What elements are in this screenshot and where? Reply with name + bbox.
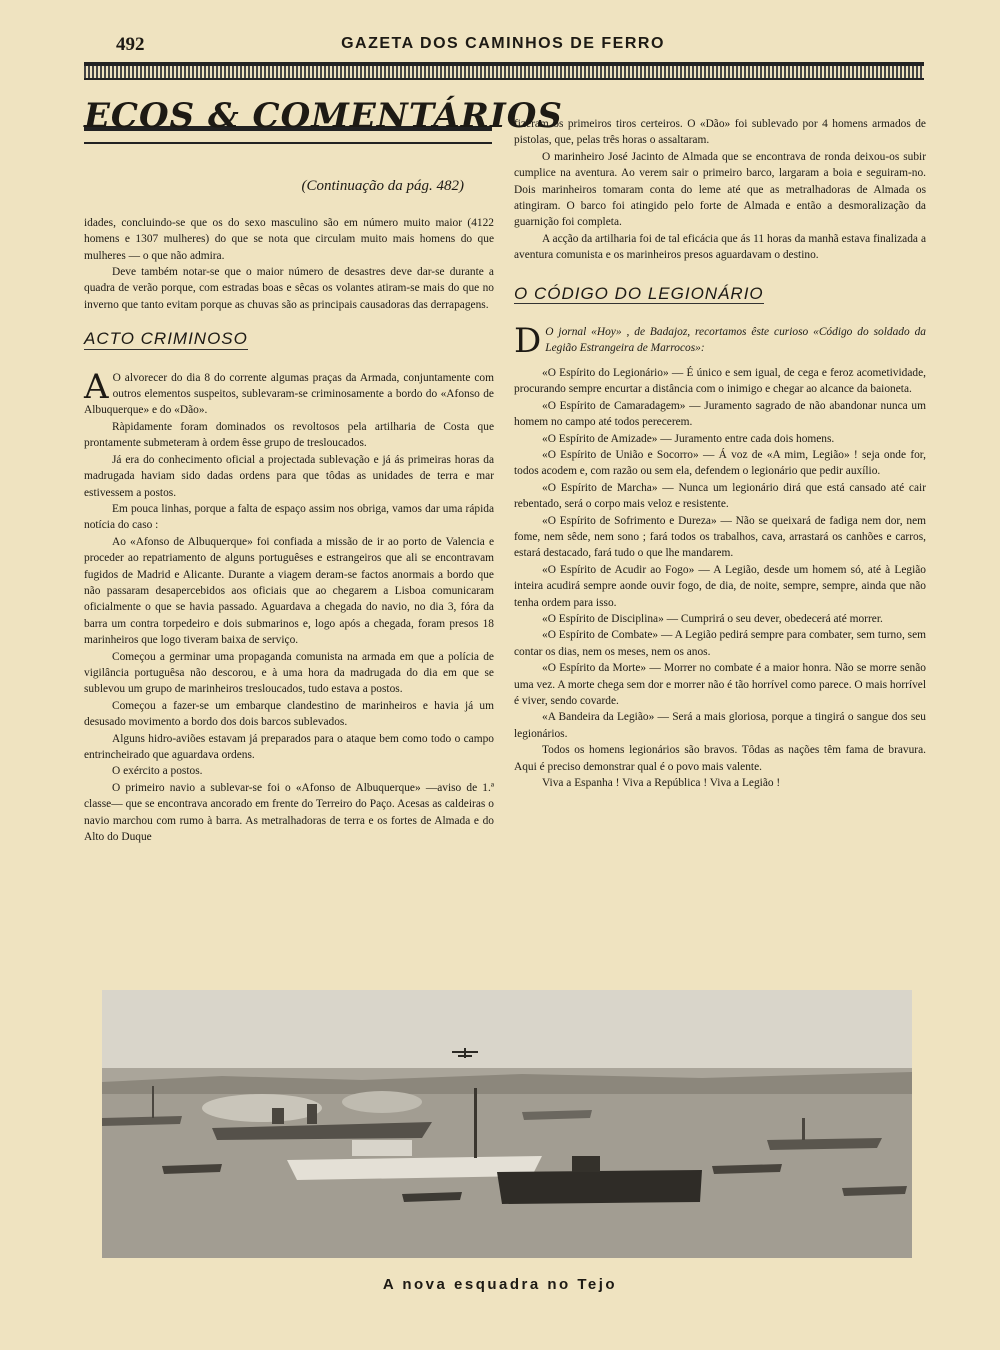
code-item: «O Espírito de União e Socorro» — Á voz de «A mim, Legião» ! seja onde for, todos acodem e, com razão ou sem ela, defendem o legionário que pedir auxílio.	[514, 448, 926, 478]
code-intro: O jornal «Hoy» , de Badajoz, recortamos êste curioso «Código do soldado da Legião Estrangeira de Marrocos»:	[545, 326, 926, 355]
article-paragraph: Deve também notar-se que o maior número de desastres deve dar-se durante a quadra de verão porque, com estradas boas e sêcas os volantes atiram-se mais do que no inverno que tanto evitam porque as chuvas são as principais causadoras das derrapagens.	[84, 266, 494, 311]
article-paragraph: Ràpidamente foram dominados os revoltosos pela artilharia de Costa que prontamente submeteram à ordem êsse grupo de tresloucados.	[84, 420, 494, 450]
right-column	[514, 116, 926, 791]
section-heading-acto-criminoso: ACTO CRIMINOSO	[84, 329, 248, 349]
fleet-photograph-illustration	[102, 990, 912, 1258]
article-paragraph: Já era do conhecimento oficial a projectada sublevação e já ás primeiras horas da madrugada haviam sido dadas ordens para que tôdas as unidades de terra e mar estivessem a postos.	[84, 453, 494, 499]
article-paragraph: fizeram os primeiros tiros certeiros. O «Dão» foi sublevado por 4 homens armados de pistolas, que, pelas três horas o assaltaram.	[514, 118, 926, 147]
code-item: «O Espírito de Disciplina» — Cumprirá o seu dever, obedecerá até morrer.	[542, 612, 883, 625]
page-number: 492	[116, 34, 145, 55]
code-item: «O Espírito de Camaradagem» — Juramento sagrado de não abandonar nunca um homem no campo até todos perecerem.	[514, 399, 926, 429]
article-paragraph: O marinheiro José Jacinto de Almada que se encontrava de ronda deixou-os subir cumplice na aventura. Ao verem sair o primeiro barco, largaram a boia e seguiram-no. Dois marinheiros tomaram conta do leme até que as metralhadoras de Almada os atingiram. O barco foi atingido pelo forte de Almada e então a desmoralização da guarnição foi completa.	[514, 150, 926, 229]
fleet-photograph	[102, 990, 912, 1258]
article-paragraph: Começou a germinar uma propaganda comunista na armada em que a polícia de vigilância portuguêsa não descorou, e à uma hora da madrugada do dia em que se sublevou um grupo de marinheiros tresloucados, tudo estava a postos.	[84, 650, 494, 696]
code-item: «O Espírito de Acudir ao Fogo» — A Legião, desde um homem só, até à Legião inteira acudirá sempre aonde ouvir fogo, de dia, de noite, sempre, sempre, ainda que não tenha ordem para isso.	[514, 563, 926, 609]
code-item: «O Espírito de Sofrimento e Dureza» — Não se queixará de fadiga nem dor, nem fome, nem sêde, nem sono ; fará todos os trabalhos, cava, arrastará os canhões e carros, estará destacado, fará tudo o que lhe mandarem.	[514, 514, 926, 560]
code-item: «O Espírito de Amizade» — Juramento entre cada dois homens.	[542, 432, 835, 445]
photo-caption: A nova esquadra no Tejo	[382, 1276, 618, 1293]
drop-cap: D	[514, 321, 542, 362]
article-paragraph: O alvorecer do dia 8 do corrente algumas praças da Armada, conjuntamente com outros elementos suspeitos, sublevaram-se criminosamente a bordo do «Afonso de Albuquerque» e do «Dão».	[84, 371, 494, 417]
article-paragraph: idades, concluindo-se que os do sexo masculino são em número muito maior (4122 homens e 1307 mulheres) do que se nota que circulam muito mais homens do que mulheres — o que não admira.	[84, 216, 494, 262]
article-paragraph: Em pouca linhas, porque a falta de espaço assim nos obriga, vamos dar uma rápida notícia do caso :	[84, 502, 494, 532]
code-item: «O Espírito do Legionário» — É único e sem igual, de cega e feroz acometividade, procurando sempre encurtar a distância com o inimigo e chegar ao alcance da baioneta.	[514, 366, 926, 396]
article-paragraph: Começou a fazer-se um embarque clandestino de marinheiros e havia já um desusado movimento a bordo dos dois barcos sublevados.	[84, 699, 494, 729]
article-paragraph: O primeiro navio a sublevar-se foi o «Afonso de Albuquerque» —aviso de 1.ª classe— que se encontrava ancorado em frente do Terreiro do Paço. Acesas as caldeiras o navio marchou com rumo à barra. As metralhadoras de terra e os fortes de Almada e do Alto do Duque	[84, 781, 494, 844]
section-heading-codigo-legionario: O CÓDIGO DO LEGIONÁRIO	[514, 283, 764, 303]
article-paragraph: Alguns hidro-aviões estavam já preparados para o ataque bem como todo o campo entrincheirado que aguardava ordens.	[84, 732, 494, 761]
code-item: «O Espírito de Combate» — A Legião pedirá sempre para combater, sem turno, sem contar os dias, nem os meses, nem os anos.	[514, 629, 926, 658]
article-paragraph: Ao «Afonso de Albuquerque» foi confiada a missão de ir ao porto de Valencia e proceder ao repatriamento de alguns portuguêses e estrangeiros que ali se encontravam fugidos de Madrid e Alicante. Durante a viagem deram-se factos anormais a bordo que não passaram desapercebidos aos oficiais que ao chegarem a Lisboa comunicaram oficialmente o que se havia passado. Aguardava a chegada do navio, no dia 3, fóra da barra um contra torpedeiro e dois submarinos e, logo após a chegada, foram presos 18 marinheiros que logo tiveram baixa de serviço.	[84, 535, 494, 647]
left-column	[84, 96, 563, 845]
article-paragraph: O exército a postos.	[112, 765, 203, 778]
publication-title: GAZETA DOS CAMINHOS DE FERRO	[341, 35, 665, 52]
closing-cheer: Viva a Espanha ! Viva a República ! Viva a Legião !	[542, 777, 781, 790]
page-header	[82, 34, 924, 56]
article-paragraph: A acção da artilharia foi de tal eficácia que ás 11 horas da manhã estava finalizada a aventura comunista e os marinheiros presos aguardavam o destino.	[514, 232, 926, 262]
article-paragraph: Todos os homens legionários são bravos. Tôdas as nações têm fama de bravura. Aqui é preciso demonstrar qual é o povo mais valente.	[514, 744, 926, 773]
header-rule	[84, 62, 924, 80]
code-item: «O Espírito da Morte» — Morrer no combate é a maior honra. Não se morre senão uma vez. A morte chega sem dor e morrer não é tão horrível como parece. O mais horrível é viver, sendo covarde.	[514, 662, 926, 707]
drop-cap: A	[84, 366, 109, 407]
code-item: «O Espírito de Marcha» — Nunca um legionário dirá que está cansado até cair rebentado, será o corpo mais veloz e resistente.	[514, 481, 926, 511]
code-item: «A Bandeira da Legião» — Será a mais gloriosa, porque a tingirá o sangue dos seu legionários.	[514, 711, 926, 740]
section-masthead: ECOS & COMENTÁRIOS	[84, 96, 563, 136]
continuation-note: (Continuação da pág. 482)	[301, 178, 464, 195]
